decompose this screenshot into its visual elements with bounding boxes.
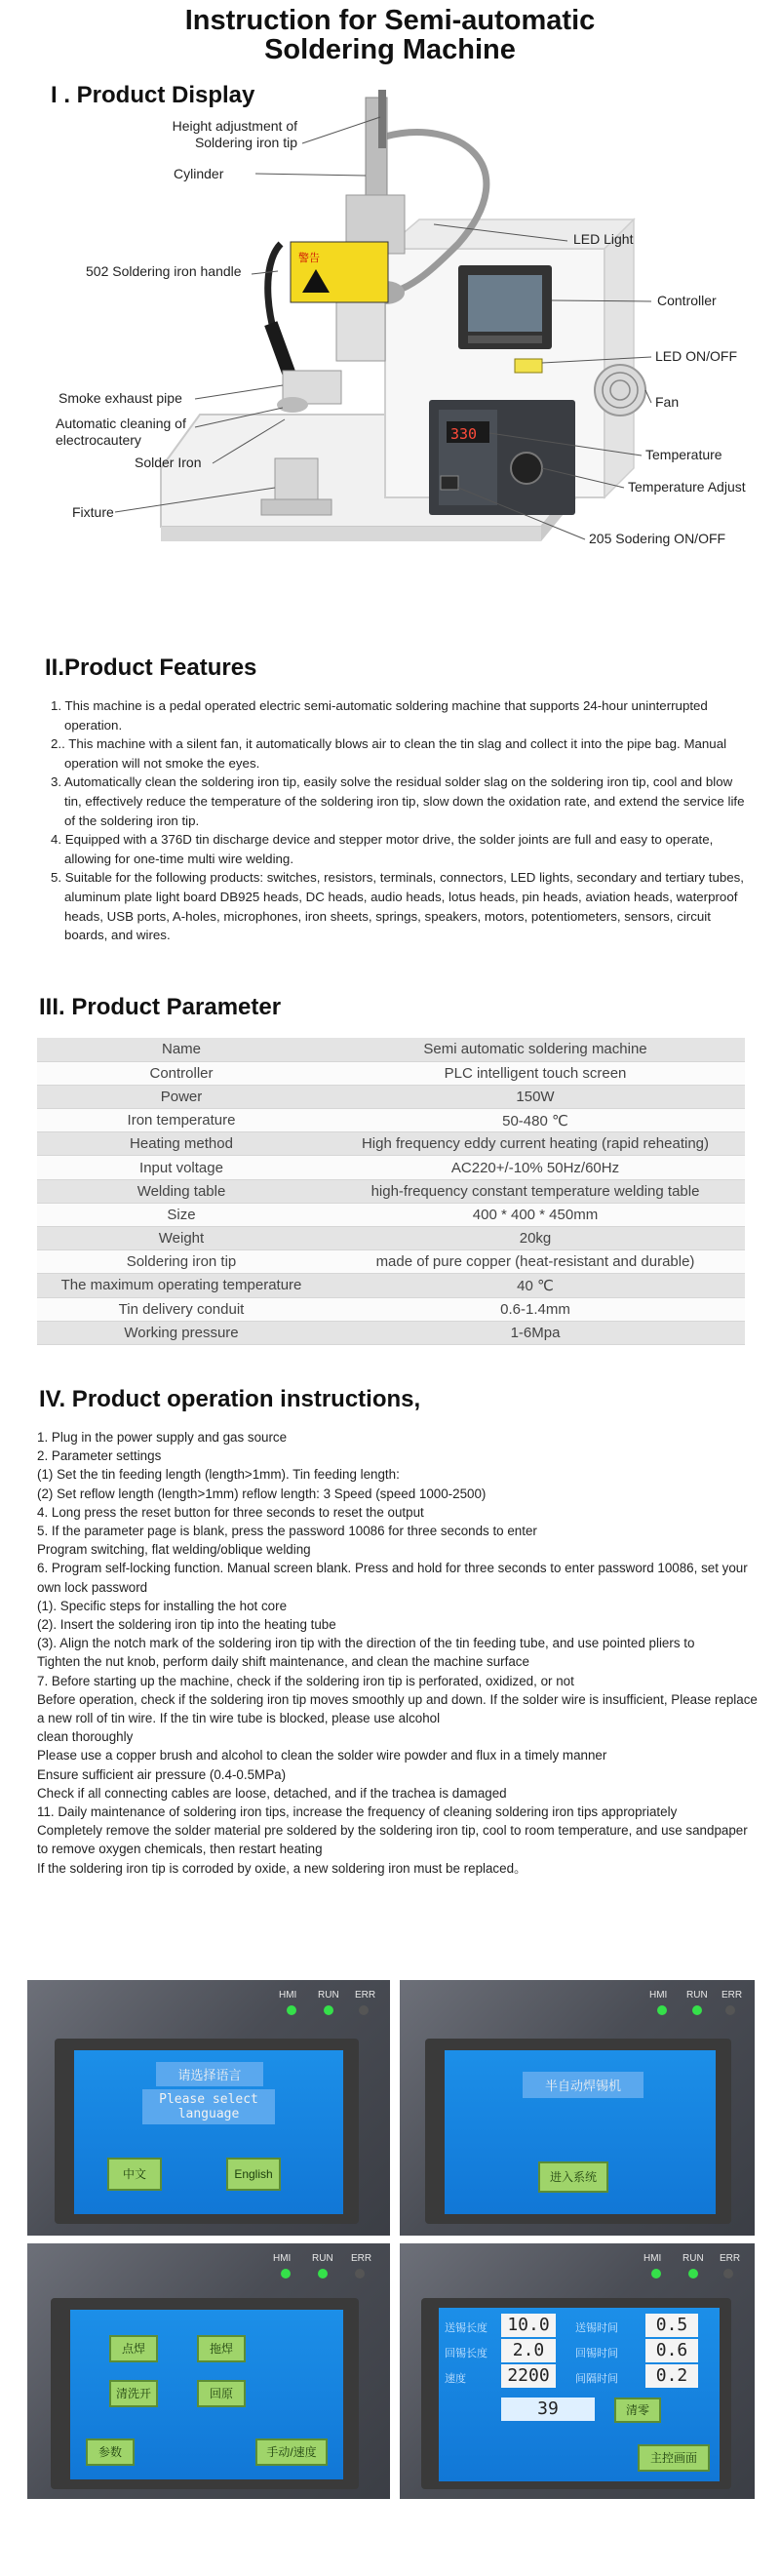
run-led-icon	[692, 2005, 702, 2015]
instruction-line: clean thoroughly	[37, 1729, 134, 1745]
instruction-line: Program switching, flat welding/oblique welding	[37, 1542, 311, 1558]
product-display-illustration	[0, 78, 780, 624]
svg-text:330: 330	[450, 425, 478, 443]
speed-field[interactable]: 2200	[501, 2364, 556, 2388]
param-value: AC220+/-10% 50Hz/60Hz	[326, 1156, 745, 1179]
feature-item: 2.. This machine with a silent fan, it automatically blows air to clean the tin slag and collect it into the pipe bag. Manual operation will not smoke the eyes.	[51, 736, 727, 771]
param-key: Power	[37, 1085, 326, 1108]
hmi-label: HMI	[279, 1990, 297, 2001]
machine-title: 半自动焊锡机	[523, 2072, 644, 2098]
param-value: 20kg	[326, 1227, 745, 1250]
feed-time-field[interactable]: 0.5	[645, 2314, 698, 2337]
param-value: 0.6-1.4mm	[326, 1297, 745, 1321]
section-heading-operation: IV. Product operation instructions,	[39, 1386, 421, 1412]
feature-item: 1. This machine is a pedal operated electric semi-automatic soldering machine that supports 24-hour uninterrupted operation.	[51, 698, 708, 733]
feature-item: 4. Equipped with a 376D tin discharge device and stepper motor drive, the solder joints are full and easy to operate, allowing for one-time multi wire welding.	[51, 832, 714, 866]
instruction-line: 11. Daily maintenance of soldering iron tips, increase the frequency of cleaning soldering iron tips appropriately	[37, 1804, 678, 1820]
run-label: RUN	[686, 1990, 708, 2001]
hmi-label: HMI	[644, 2253, 662, 2264]
chinese-button[interactable]: 中文	[107, 2158, 162, 2191]
home-button[interactable]: 回原	[197, 2380, 246, 2407]
table-row	[37, 1179, 745, 1203]
touch-screen	[74, 2050, 343, 2214]
feed-length-field[interactable]: 10.0	[501, 2314, 556, 2337]
instruction-line: (1) Set the tin feeding length (length>1mm). Tin feeding length:	[37, 1467, 400, 1483]
touch-screen	[445, 2050, 716, 2214]
run-label: RUN	[682, 2253, 704, 2264]
english-button[interactable]: English	[226, 2158, 281, 2191]
section-heading-parameter: III. Product Parameter	[39, 994, 282, 1020]
run-led-icon	[318, 2269, 328, 2279]
section-heading-features: II.Product Features	[45, 654, 257, 681]
err-led-icon	[359, 2005, 369, 2015]
table-row	[37, 1038, 745, 1061]
speed-label: 速度	[445, 2373, 466, 2385]
param-key: Size	[37, 1203, 326, 1226]
instruction-line: (2). Insert the soldering iron tip into the heating tube	[37, 1617, 336, 1633]
main-screen-button[interactable]: 主控画面	[638, 2444, 710, 2472]
err-label: ERR	[355, 1990, 376, 2001]
instruction-line: 5. If the parameter page is blank, press the password 10086 for three seconds to enter	[37, 1524, 537, 1539]
table-row	[37, 1132, 745, 1156]
param-key: Heating method	[37, 1132, 326, 1156]
label-temp-adjust: Temperature Adjust	[628, 479, 746, 495]
table-row	[37, 1203, 745, 1226]
label-sodering-onoff: 205 Sodering ON/OFF	[589, 531, 726, 546]
instruction-line: (2) Set reflow length (length>1mm) reflow length: 3 Speed (speed 1000-2500)	[37, 1486, 487, 1501]
spot-weld-button[interactable]: 点焊	[109, 2335, 158, 2362]
label-led-light: LED Light	[573, 231, 634, 247]
param-value: High frequency eddy current heating (rapid reheating)	[326, 1132, 745, 1156]
select-language-cn: 请选择语言	[156, 2062, 263, 2086]
label-handle: 502 Soldering iron handle	[86, 263, 242, 279]
instruction-line: Ensure sufficient air pressure (0.4-0.5MPa)	[37, 1766, 287, 1782]
touch-screen	[70, 2310, 343, 2479]
err-label: ERR	[351, 2253, 372, 2264]
param-value: 40 ℃	[326, 1274, 745, 1297]
select-language-en-1: Please select	[142, 2089, 275, 2107]
param-value: Semi automatic soldering machine	[326, 1038, 745, 1061]
interval-time-field[interactable]: 0.2	[645, 2364, 698, 2388]
clean-on-button[interactable]: 清洗开	[109, 2380, 158, 2407]
param-value: 400 * 400 * 450mm	[326, 1203, 745, 1226]
feature-item: 5. Suitable for the following products: switches, resistors, terminals, connectors, LED lights, secondary and tertiary tubes, aluminum plate light board DB925 heads, DC heads, audio heads, lotus heads, pin heads, aviation heads, waterproof heads, USB ports, A-holes, microphones, iron sheets, springs, speakers, motors, potentiometers, sensors, circuit boards, and wires.	[51, 870, 744, 943]
table-row	[37, 1274, 745, 1297]
section-heading-display: I . Product Display	[51, 82, 255, 108]
photo-menu-screen	[27, 2243, 390, 2499]
parameter-button[interactable]: 参数	[86, 2438, 135, 2466]
instruction-line: 7. Before starting up the machine, check if the soldering iron tip is perforated, oxidized, or not	[37, 1673, 574, 1688]
drag-weld-button[interactable]: 拖焊	[197, 2335, 246, 2362]
label-solder-iron: Solder Iron	[135, 455, 202, 470]
run-led-icon	[324, 2005, 333, 2015]
clear-button[interactable]: 清零	[614, 2398, 661, 2423]
instruction-line: 1. Plug in the power supply and gas source	[37, 1430, 288, 1445]
label-controller: Controller	[657, 293, 717, 308]
param-key: Name	[37, 1038, 326, 1061]
interval-time-label: 间隔时间	[575, 2373, 618, 2385]
param-value: 1-6Mpa	[326, 1321, 745, 1344]
touch-screen	[439, 2308, 720, 2481]
table-row	[37, 1061, 745, 1085]
instructions-list	[37, 1428, 759, 1878]
title-line-2: Soldering Machine	[264, 34, 516, 65]
label-cylinder: Cylinder	[174, 166, 224, 181]
select-language-en-2: language	[142, 2107, 275, 2124]
feed-time-label: 送锡时间	[575, 2322, 618, 2334]
param-key: Controller	[37, 1061, 326, 1085]
param-key: Working pressure	[37, 1321, 326, 1344]
photo-language-screen	[27, 1980, 390, 2236]
param-value: made of pure copper (heat-resistant and durable)	[326, 1250, 745, 1274]
enter-system-button[interactable]: 进入系统	[538, 2161, 608, 2193]
param-value: high-frequency constant temperature welding table	[326, 1179, 745, 1203]
instruction-line: 6. Program self-locking function. Manual screen blank. Press and hold for three seconds to enter password 10086, set your own lock password	[37, 1561, 748, 1595]
param-key: Welding table	[37, 1179, 326, 1203]
label-fixture: Fixture	[72, 504, 114, 520]
run-label: RUN	[318, 1990, 339, 2001]
table-row	[37, 1109, 745, 1132]
label-smoke-pipe: Smoke exhaust pipe	[58, 390, 182, 406]
err-label: ERR	[720, 2253, 741, 2264]
table-row	[37, 1227, 745, 1250]
page-title	[0, 6, 780, 64]
param-value: PLC intelligent touch screen	[326, 1061, 745, 1085]
title-line-1: Instruction for Semi-automatic	[184, 5, 596, 36]
return-length-field[interactable]: 2.0	[501, 2339, 556, 2362]
return-length-label: 回锡长度	[445, 2348, 488, 2359]
instruction-line: If the soldering iron tip is corroded by oxide, a new soldering iron must be replaced。	[37, 1860, 527, 1876]
label-temperature: Temperature	[645, 447, 722, 462]
run-label: RUN	[312, 2253, 333, 2264]
instruction-line: Check if all connecting cables are loose, detached, and if the trachea is damaged	[37, 1785, 507, 1801]
instruction-line: (3). Align the notch mark of the soldering iron tip with the direction of the tin feeding tube, and use pointed pliers to	[37, 1636, 695, 1651]
instruction-line: Before operation, check if the soldering iron tip moves smoothly up and down. If the solder wire is insufficient, Please replace a new roll of tin wire. If the tin wire tube is blocked, please use alcohol	[37, 1691, 758, 1726]
label-fan: Fan	[655, 394, 680, 410]
manual-speed-button[interactable]: 手动/速度	[255, 2438, 328, 2466]
param-key: The maximum operating temperature	[37, 1274, 326, 1297]
instruction-line: Tighten the nut knob, perform daily shift maintenance, and clean the machine surface	[37, 1654, 529, 1670]
table-row	[37, 1321, 745, 1344]
err-led-icon	[355, 2269, 365, 2279]
err-label: ERR	[722, 1990, 743, 2001]
return-time-field[interactable]: 0.6	[645, 2339, 698, 2362]
label-auto-clean: Automatic cleaning of electrocautery	[56, 416, 186, 448]
hmi-label: HMI	[649, 1990, 668, 2001]
parameter-table	[37, 1038, 745, 1345]
hmi-led-icon	[281, 2269, 291, 2279]
param-key: Iron temperature	[37, 1109, 326, 1132]
instruction-line: 4. Long press the reset button for three seconds to reset the output	[37, 1504, 424, 1520]
label-led-onoff: LED ON/OFF	[655, 348, 738, 364]
table-row	[37, 1156, 745, 1179]
hmi-led-icon	[287, 2005, 296, 2015]
err-led-icon	[723, 2269, 733, 2279]
instruction-line: Please use a copper brush and alcohol to clean the solder wire powder and flux in a timely manner	[37, 1748, 607, 1764]
table-row	[37, 1250, 745, 1274]
instruction-line: 2. Parameter settings	[37, 1448, 162, 1464]
hmi-led-icon	[651, 2269, 661, 2279]
instruction-line: Completely remove the solder material pre soldered by the soldering iron tip, cool to room temperature, and use sandpaper to remove oxygen chemicals, then restart heating	[37, 1823, 748, 1857]
table-row	[37, 1085, 745, 1108]
instruction-line: (1). Specific steps for installing the hot core	[37, 1598, 288, 1613]
param-value: 150W	[326, 1085, 745, 1108]
param-key: Weight	[37, 1227, 326, 1250]
photo-title-screen	[400, 1980, 755, 2236]
feature-item: 3. Automatically clean the soldering iron tip, easily solve the residual solder slag on the soldering iron tip, cool and blow tin, effectively reduce the temperature of the soldering iron tip, slow down the oxidation rate, and extend the service life of the soldering iron tip.	[51, 774, 745, 828]
hmi-label: HMI	[273, 2253, 292, 2264]
feed-length-label: 送锡长度	[445, 2322, 488, 2334]
param-key: Tin delivery conduit	[37, 1297, 326, 1321]
param-key: Input voltage	[37, 1156, 326, 1179]
svg-text:警告: 警告	[298, 252, 320, 264]
param-key: Soldering iron tip	[37, 1250, 326, 1274]
return-time-label: 回锡时间	[575, 2348, 618, 2359]
label-height-adjust: Height adjustment of Soldering iron tip	[172, 118, 297, 150]
photo-parameter-screen	[400, 2243, 755, 2499]
param-value: 50-480 ℃	[326, 1109, 745, 1132]
features-list	[51, 696, 753, 945]
counter-display: 39	[501, 2398, 595, 2421]
table-row	[37, 1297, 745, 1321]
err-led-icon	[725, 2005, 735, 2015]
run-led-icon	[688, 2269, 698, 2279]
hmi-led-icon	[657, 2005, 667, 2015]
